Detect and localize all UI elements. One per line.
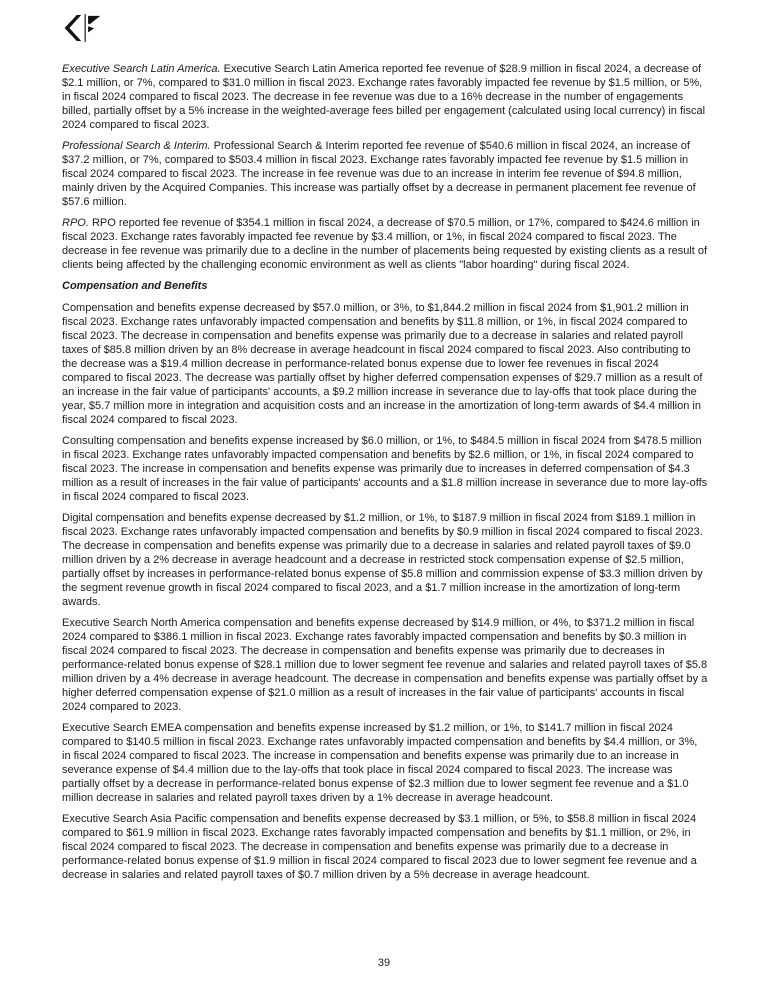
paragraph-text: Executive Search Latin America reported fee revenue of $28.9 million in fiscal 2024, a decrease of $2.1 million, or 7%, compared to $31.0 million in fiscal 2023. Exchange rates favorably impacted fee revenue by $1.5 million, or 5%, in fiscal 2024 compared to fiscal 2023. The decrease in fee revenue was due to a 16% decrease in the number of engagements billed, partially offset by a 5% increase in the weighted-average fees billed per engagement (calculated using local currency) in fiscal 2024 compared to fiscal 2023.: [62, 63, 706, 131]
paragraph-text: RPO reported fee revenue of $354.1 million in fiscal 2024, a decrease of $70.5 million, or 17%, compared to $424.6 million in fiscal 2023. Exchange rates favorably impacted fee revenue by $3.4 million, or 1%, in fiscal 2024 compared to fiscal 2023. The decrease in fee revenue was primarily due to a decline in the number of placements being requested by existing clients as a result of clients being affected by the challenging economic environment as well as clients "labor hoarding" during fiscal 2024.: [62, 217, 708, 271]
paragraph-text: Professional Search & Interim reported fee revenue of $540.6 million in fiscal 2024, an increase of $37.2 million, or 7%, compared to $503.4 million in fiscal 2023. Exchange rates favorably impacted fee revenue by $1.5 million in fiscal 2024 compared to fiscal 2023. The increase in fee revenue was due to an increase in interim fee revenue of $94.8 million, mainly driven by the Acquired Companies. This increase was partially offset by a decrease in permanent placement fee revenue of $57.6 million.: [62, 140, 696, 208]
document-body: [62, 62, 708, 889]
paragraph-lead-italic: RPO.: [62, 217, 89, 229]
paragraph-comp-benefits-digital: Digital compensation and benefits expense decreased by $1.2 million, or 1%, to $187.9 million in fiscal 2024 from $189.1 million in fiscal 2023. Exchange rates unfavorably impacted compensation and benefits by $0.9 million in fiscal 2024 compared to fiscal 2023. The decrease in compensation and benefits expense was primarily due to a decrease in salaries and related payroll taxes of $9.0 million driven by a 2% decrease in average headcount and a decrease in restricted stock compensation expense of $2.5 million, partially offset by increases in performance-related bonus expense of $5.8 million and commission expense of $3.3 million driven by the segment revenue growth in fiscal 2024 compared to fiscal 2023, and a $1.7 million increase in the amortization of long-term awards.: [62, 512, 703, 608]
logo-divider-bar: [85, 14, 86, 42]
page-number: 39: [377, 957, 391, 969]
logo-k-chevron: [65, 15, 82, 41]
logo-f-top-arm: [88, 16, 100, 25]
paragraph-comp-benefits-consulting: Consulting compensation and benefits expense increased by $6.0 million, or 1%, to $484.5 million in fiscal 2024 from $478.5 million in fiscal 2023. Exchange rates unfavorably impacted compensation and benefits by $2.6 million, or 1%, in fiscal 2024 compared to fiscal 2023. The increase in compensation and benefits expense was primarily due to increases in deferred compensation of $4.3 million as a result of increases in the fair value of participants' accounts and a $1.8 million increase in severance due to more lay-offs in fiscal 2024 compared to fiscal 2023.: [62, 435, 708, 503]
paragraph-comp-benefits-exec-search-emea: Executive Search EMEA compensation and benefits expense increased by $1.2 million, or 1%, to $141.7 million in fiscal 2024 compared to $140.5 million in fiscal 2023. Exchange rates unfavorably impacted compensation and benefits by $4.4 million, or 3%, in fiscal 2024 compared to fiscal 2023. The increase in compensation and benefits expense was primarily due to an increase in severance expense of $4.4 million due to the lay-offs that took place in fiscal 2024 compared to fiscal 2023. The increase was partially offset by a decrease in performance-related bonus expense of $2.3 million due to lower segment fee revenue and a $1.0 million decrease in salaries and related payroll taxes driven by a 1% decrease in average headcount.: [62, 722, 698, 804]
page-footer: [0, 956, 768, 970]
logo-f-mid-arm: [88, 26, 94, 32]
paragraph-lead-italic: Executive Search Latin America.: [62, 63, 221, 75]
paragraph-comp-benefits-exec-search-asia-pacific: Executive Search Asia Pacific compensation and benefits expense decreased by $3.1 million, or 5%, to $58.8 million in fiscal 2024 compared to $61.9 million in fiscal 2023. Exchange rates favorably impacted compensation and benefits by $1.1 million, or 2%, in fiscal 2024 compared to fiscal 2023. The decrease in compensation and benefits expense was primarily due to a decrease in performance-related bonus expense of $1.9 million in fiscal 2024 compared to fiscal 2023 due to lower segment fee revenue and a decrease in salaries and related payroll taxes of $0.7 million driven by a 5% decrease in average headcount.: [62, 813, 697, 881]
paragraph-lead-italic: Professional Search & Interim.: [62, 140, 211, 152]
paragraph-comp-benefits-total: Compensation and benefits expense decreased by $57.0 million, or 3%, to $1,844.2 million in fiscal 2024 from $1,901.2 million in fiscal 2023. Exchange rates unfavorably impacted compensation and benefits by $11.8 million, or 1%, in fiscal 2024 compared to fiscal 2023. The decrease in compensation and benefits expense was primarily due to a decrease in salaries and related payroll taxes of $85.8 million driven by an 8% decrease in average headcount in fiscal 2024 compared to fiscal 2023. Also contributing to the decrease was a $19.4 million decrease in performance-related bonus expense due to lower fee revenues in fiscal 2024 compared to fiscal 2023. The decrease was partially offset by higher deferred compensation expenses of $29.7 million as a result of an increase in the fair value of participants' accounts, a $9.2 million increase in severance due to lay-offs that took place during the year, $5.7 million more in integration and acquisition costs and an increase in the amortization of long-term awards of $4.4 million in fiscal 2024 compared to fiscal 2023.: [62, 302, 703, 426]
section-heading-compensation-and-benefits: Compensation and Benefits: [62, 280, 208, 292]
korn-ferry-logo-icon: [62, 13, 102, 43]
paragraph-professional-search-interim: [62, 139, 708, 209]
paragraph-rpo: [62, 216, 708, 272]
paragraph-exec-search-latin-america: [62, 62, 708, 132]
paragraph-comp-benefits-exec-search-north-america: Executive Search North America compensation and benefits expense decreased by $14.9 million, or 4%, to $371.2 million in fiscal 2024 compared to $386.1 million in fiscal 2023. Exchange rates favorably impacted compensation and benefits by $0.3 million in fiscal 2024 compared to fiscal 2023. The decrease in compensation and benefits expense was primarily due to decreases in performance-related bonus expense of $28.1 million due to lower segment fee revenue and salaries and related payroll taxes of $5.8 million driven by a 4% decrease in average headcount. The decrease in compensation and benefits expense was partially offset by a higher deferred compensation expense of $21.0 million as a result of increases in the fair value of participants' accounts in fiscal 2024 compared to 2023.: [62, 617, 708, 713]
